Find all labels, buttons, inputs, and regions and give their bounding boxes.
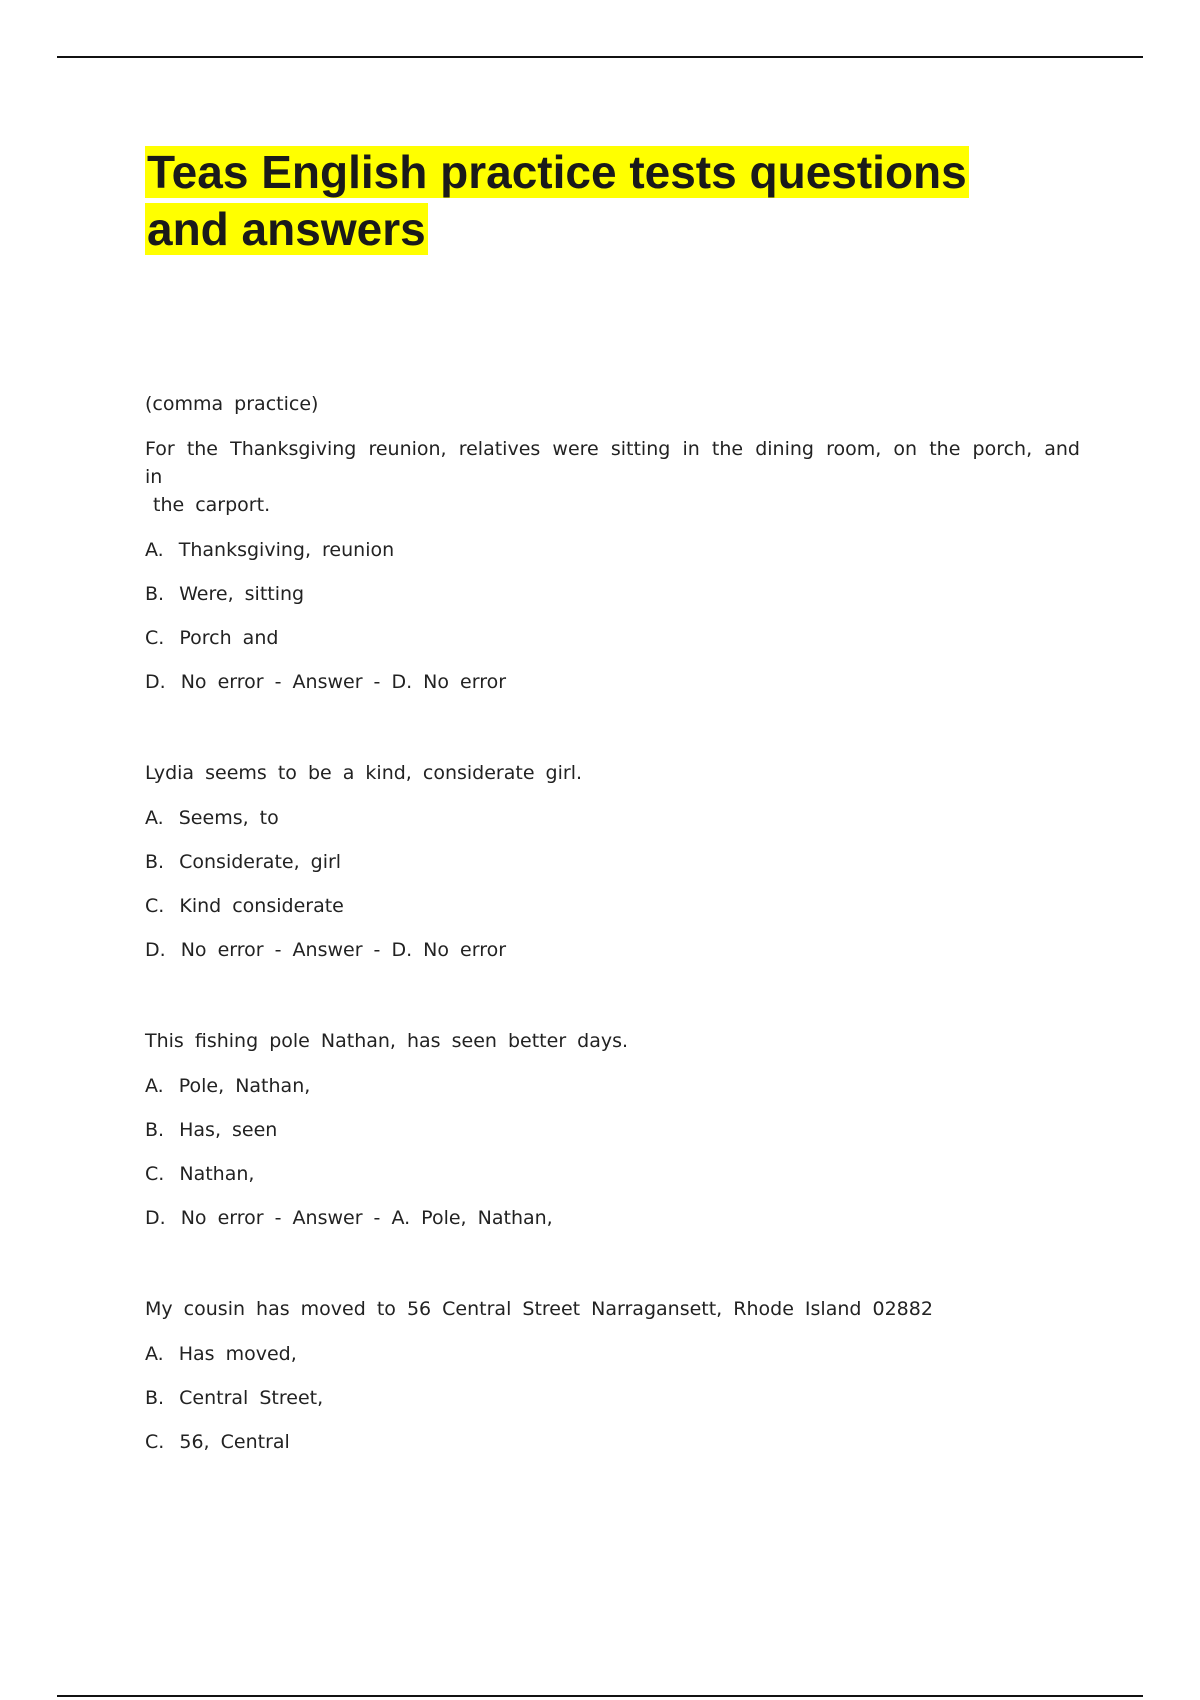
document-body: [145, 390, 1080, 1472]
question-block-4: [145, 1295, 1080, 1456]
answer-option-a: [145, 804, 1080, 832]
answer-option-c: [145, 1160, 1080, 1188]
option-text: Nathan,: [179, 1163, 255, 1185]
question-prompt: My cousin has moved to 56 Central Street Narragansett, Rhode Island 02882: [145, 1298, 933, 1320]
option-letter: D.: [145, 671, 166, 693]
option-text: Has moved,: [178, 1343, 297, 1365]
option-letter: B.: [145, 851, 165, 873]
option-text: Central Street,: [179, 1387, 324, 1409]
option-text: 56, Central: [179, 1431, 290, 1453]
option-letter: C.: [145, 1163, 165, 1185]
answer-option-b: [145, 580, 1080, 608]
question-prompt: [145, 435, 1080, 519]
option-text: Kind considerate: [179, 895, 344, 917]
section-label: (comma practice): [145, 393, 319, 415]
option-text: No error - Answer - D. No error: [180, 671, 507, 693]
option-text: Porch and: [179, 627, 279, 649]
answer-option-a: [145, 536, 1080, 564]
question-prompt: Lydia seems to be a kind, considerate girl.: [145, 762, 583, 784]
question-prompt: This fishing pole Nathan, has seen better days.: [145, 1030, 629, 1052]
option-letter: B.: [145, 1387, 165, 1409]
question-block-3: [145, 1027, 1080, 1232]
option-text: Has, seen: [179, 1119, 278, 1141]
answer-option-d: [145, 668, 1080, 696]
option-text: Thanksgiving, reunion: [178, 539, 395, 561]
question-block-1: [145, 435, 1080, 696]
option-text: No error - Answer - A. Pole, Nathan,: [180, 1207, 553, 1229]
answer-option-c: [145, 892, 1080, 920]
option-text: Pole, Nathan,: [178, 1075, 311, 1097]
question-block-2: [145, 759, 1080, 964]
option-letter: C.: [145, 1431, 165, 1453]
question-prompt-text: For the Thanksgiving reunion, relatives were sitting in the dining room, on the porch, and in: [145, 438, 1080, 488]
page-top-rule: [57, 56, 1143, 58]
answer-option-a: [145, 1072, 1080, 1100]
option-letter: A.: [145, 807, 164, 829]
option-letter: D.: [145, 939, 166, 961]
option-letter: A.: [145, 1343, 164, 1365]
option-letter: D.: [145, 1207, 166, 1229]
answer-option-b: [145, 1116, 1080, 1144]
title-line-2: and answers: [147, 203, 426, 255]
option-letter: C.: [145, 627, 165, 649]
option-text: Considerate, girl: [179, 851, 342, 873]
option-letter: A.: [145, 1075, 164, 1097]
option-letter: C.: [145, 895, 165, 917]
page-bottom-rule: [57, 1695, 1143, 1697]
option-letter: B.: [145, 1119, 165, 1141]
answer-option-c: [145, 624, 1080, 652]
answer-option-c: [145, 1428, 1080, 1456]
document-title: [145, 144, 1145, 258]
option-letter: B.: [145, 583, 165, 605]
answer-option-d: [145, 936, 1080, 964]
option-letter: A.: [145, 539, 164, 561]
answer-option-d: [145, 1204, 1080, 1232]
option-text: Seems, to: [178, 807, 279, 829]
option-text: Were, sitting: [179, 583, 305, 605]
answer-option-a: [145, 1340, 1080, 1368]
question-prompt-continuation: the carport.: [153, 494, 271, 516]
option-text: No error - Answer - D. No error: [180, 939, 507, 961]
answer-option-b: [145, 1384, 1080, 1412]
answer-option-b: [145, 848, 1080, 876]
title-line-1: Teas English practice tests questions: [147, 146, 967, 198]
